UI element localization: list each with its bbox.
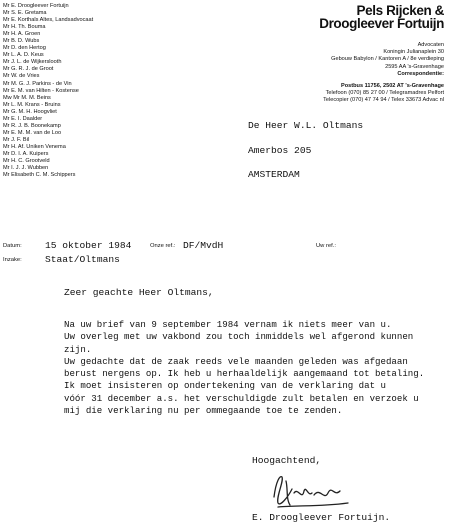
letter-body — [64, 319, 449, 417]
partner-name: Mr Elisabeth C. M. Schippers — [3, 172, 76, 179]
firm-telecopier: Telecopier (070) 47 74 94 / Telex 33673 Advac nl — [323, 97, 444, 104]
partner-name: Mr J. F. Bil — [3, 136, 30, 143]
partner-name: Mr D. den Hertog — [3, 45, 46, 52]
partner-name: Mr G. R. J. de Groot — [3, 66, 54, 73]
closing: Hoogachtend, — [252, 455, 322, 466]
firm-name-line-2: Droogleever Fortuijn — [319, 16, 444, 31]
date-value: 15 oktober 1984 — [45, 240, 132, 251]
your-ref-label: Uw ref.: — [316, 243, 336, 249]
firm-letterhead — [319, 4, 444, 105]
partner-name: Mr R. J. B. Boonekamp — [3, 122, 61, 129]
partner-name: Mw Mr M. M. Beins — [3, 94, 51, 101]
reference-row — [3, 240, 447, 252]
partner-name: Mr E. M. M. van de Loo — [3, 129, 62, 136]
firm-contact-info — [319, 42, 444, 105]
subject-value: Staat/Oltmans — [45, 254, 120, 265]
body-line: Uw overleg met uw vakbond zou toch inmiddels wel afgerond kunnen — [64, 331, 414, 343]
partner-name: Mr I. J. J. Wubben — [3, 165, 49, 172]
partner-name: Mr L. A. D. Keus — [3, 52, 44, 59]
recipient-name: De Heer W.L. Oltmans — [248, 120, 364, 131]
our-ref-value: DF/MvdH — [183, 240, 224, 251]
subject-label: Inzake: — [3, 257, 22, 263]
firm-postcode: 2595 AA 's-Gravenhage — [385, 63, 444, 70]
date-label: Datum: — [3, 243, 22, 249]
body-line: vóór 31 december a.s. het verschuldigde zult betalen en verzoek u — [64, 392, 419, 404]
partner-name: Mr H. C. Grootveld — [3, 158, 50, 165]
body-line: Ik moet insisteren op ondertekening van de verklaring dat u — [64, 380, 386, 392]
partner-name: Mr W. de Vries — [3, 73, 40, 80]
firm-type: Advocaten — [417, 42, 444, 48]
recipient-address — [248, 120, 363, 194]
partner-name: Mr S. E. Gretama — [3, 10, 47, 17]
firm-name-line-1: Pels Rijcken & — [356, 3, 444, 18]
partner-name: Mr E. Droogleever Fortuijn — [3, 3, 69, 9]
partner-name: Mr J. L. de Wijkerslooth — [3, 59, 62, 66]
partner-name: Mr H. Af. Uniken Venema — [3, 143, 66, 150]
body-line: zijn. — [64, 343, 92, 355]
recipient-street: Amerbos 205 — [248, 144, 312, 156]
salutation: Zeer geachte Heer Oltmans, — [64, 287, 214, 298]
partner-name: Mr B. D. Wubs — [3, 38, 40, 45]
signer-name: E. Droogleever Fortuijn. — [252, 512, 391, 523]
partners-list — [3, 3, 93, 179]
partner-name: Mr H. A. Groen — [3, 31, 41, 38]
body-line: berust nergens op. Ik heb u herhaaldelijk aangemaand tot betaling. — [64, 368, 425, 380]
firm-name — [319, 4, 444, 30]
partner-name: Mr L. M. Krans - Bruins — [3, 101, 61, 108]
body-line: Uw gedachte dat de zaak reeds vele maanden geleden was afgedaan — [64, 355, 408, 367]
firm-building: Gebouw Babylon / Kantoren A / 8e verdieping — [331, 56, 444, 63]
partner-name: Mr E. M. van Hilten - Kostense — [3, 87, 79, 94]
partner-name: Mr E. Korthals Altes, Landsadvocaat — [3, 17, 94, 24]
firm-correspondence-label: Correspondentie: — [397, 70, 444, 77]
subject-row — [3, 254, 447, 266]
partner-name: Mr E. I. Daalder — [3, 115, 43, 122]
firm-street: Koningin Julianaplein 30 — [383, 49, 444, 56]
handwritten-signature — [268, 467, 358, 513]
recipient-city: AMSTERDAM — [248, 169, 300, 180]
body-line: mij die verklaring nu per ommegaande toe te zenden. — [64, 405, 343, 417]
firm-postbox: Postbus 11756, 2502 AT 's-Gravenhage — [341, 83, 444, 90]
firm-telephone: Telefoon (070) 85 27 00 / Telegramadres Pelfort — [325, 90, 444, 97]
partner-name: Mr G. M. H. Hoogvliet — [3, 108, 57, 115]
body-line: Na uw brief van 9 september 1984 vernam ik niets meer van u. — [64, 319, 392, 330]
partner-name: Mr D. I. A. Kuipers — [3, 150, 49, 157]
partner-name: Mr H. Th. Bouma — [3, 24, 46, 31]
partner-name: Mr M. G. J. Parkins - de Vin — [3, 80, 72, 87]
our-ref-label: Onze ref.: — [150, 243, 176, 249]
